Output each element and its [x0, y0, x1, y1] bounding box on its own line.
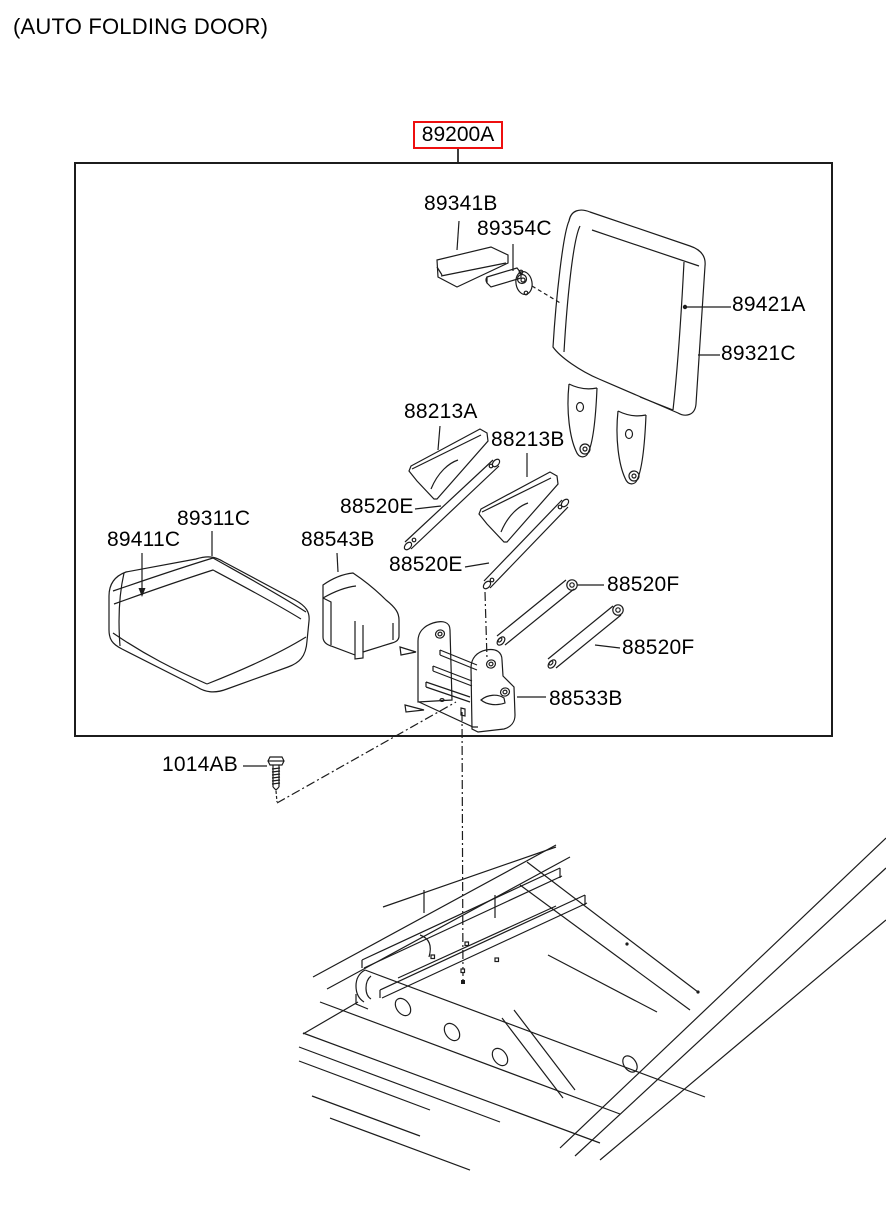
- part-label-cushion-pad[interactable]: 89311C: [177, 507, 251, 530]
- chassis-frame-drawing: [299, 838, 886, 1170]
- leader-lines: [139, 221, 732, 766]
- part-label-bracket-cover[interactable]: 88543B: [301, 528, 375, 551]
- side-plate-b-drawing: [479, 472, 558, 542]
- part-label-rod-f-lower[interactable]: 88520F: [622, 636, 695, 659]
- rod-f-lower-drawing: [547, 605, 624, 670]
- riser-bracket-drawing: [400, 622, 515, 732]
- armrest-hinge-drawing: [486, 268, 562, 304]
- part-label-seatback-pad[interactable]: 89421A: [732, 293, 806, 316]
- seat-back-drawing: [553, 210, 705, 484]
- part-label-seatback-frame[interactable]: 89321C: [721, 342, 796, 365]
- armrest-drawing: [437, 247, 508, 287]
- part-label-mounting-bolt[interactable]: 1014AB: [162, 753, 238, 776]
- part-label-riser-bracket[interactable]: 88533B: [549, 687, 623, 710]
- bolt-drawing: [268, 757, 284, 802]
- rod-f-upper-drawing: [496, 580, 578, 647]
- rod-e-upper-drawing: [403, 458, 501, 551]
- part-label-rod-e-lower[interactable]: 88520E: [389, 553, 463, 576]
- part-label-rod-f-upper[interactable]: 88520F: [607, 573, 680, 596]
- rod-e-lower-drawing: [482, 498, 570, 590]
- assembly-ref-hotspot[interactable]: [413, 121, 503, 149]
- page-caption: (AUTO FOLDING DOOR): [13, 14, 269, 39]
- diagram-border: [75, 149, 832, 736]
- assembly-ref-label: 89200A: [421, 123, 495, 146]
- part-label-side-plate-a[interactable]: 88213A: [404, 400, 478, 423]
- bracket-cover-drawing: [323, 573, 399, 659]
- cushion-drawing: [109, 557, 309, 692]
- part-label-armrest[interactable]: 89341B: [424, 192, 498, 215]
- part-label-cushion-trim[interactable]: 89411C: [107, 528, 181, 551]
- part-label-armrest-hinge[interactable]: 89354C: [477, 217, 552, 240]
- part-label-rod-e-upper[interactable]: 88520E: [340, 495, 414, 518]
- part-label-side-plate-b[interactable]: 88213B: [491, 428, 565, 451]
- side-plate-a-drawing: [409, 429, 488, 499]
